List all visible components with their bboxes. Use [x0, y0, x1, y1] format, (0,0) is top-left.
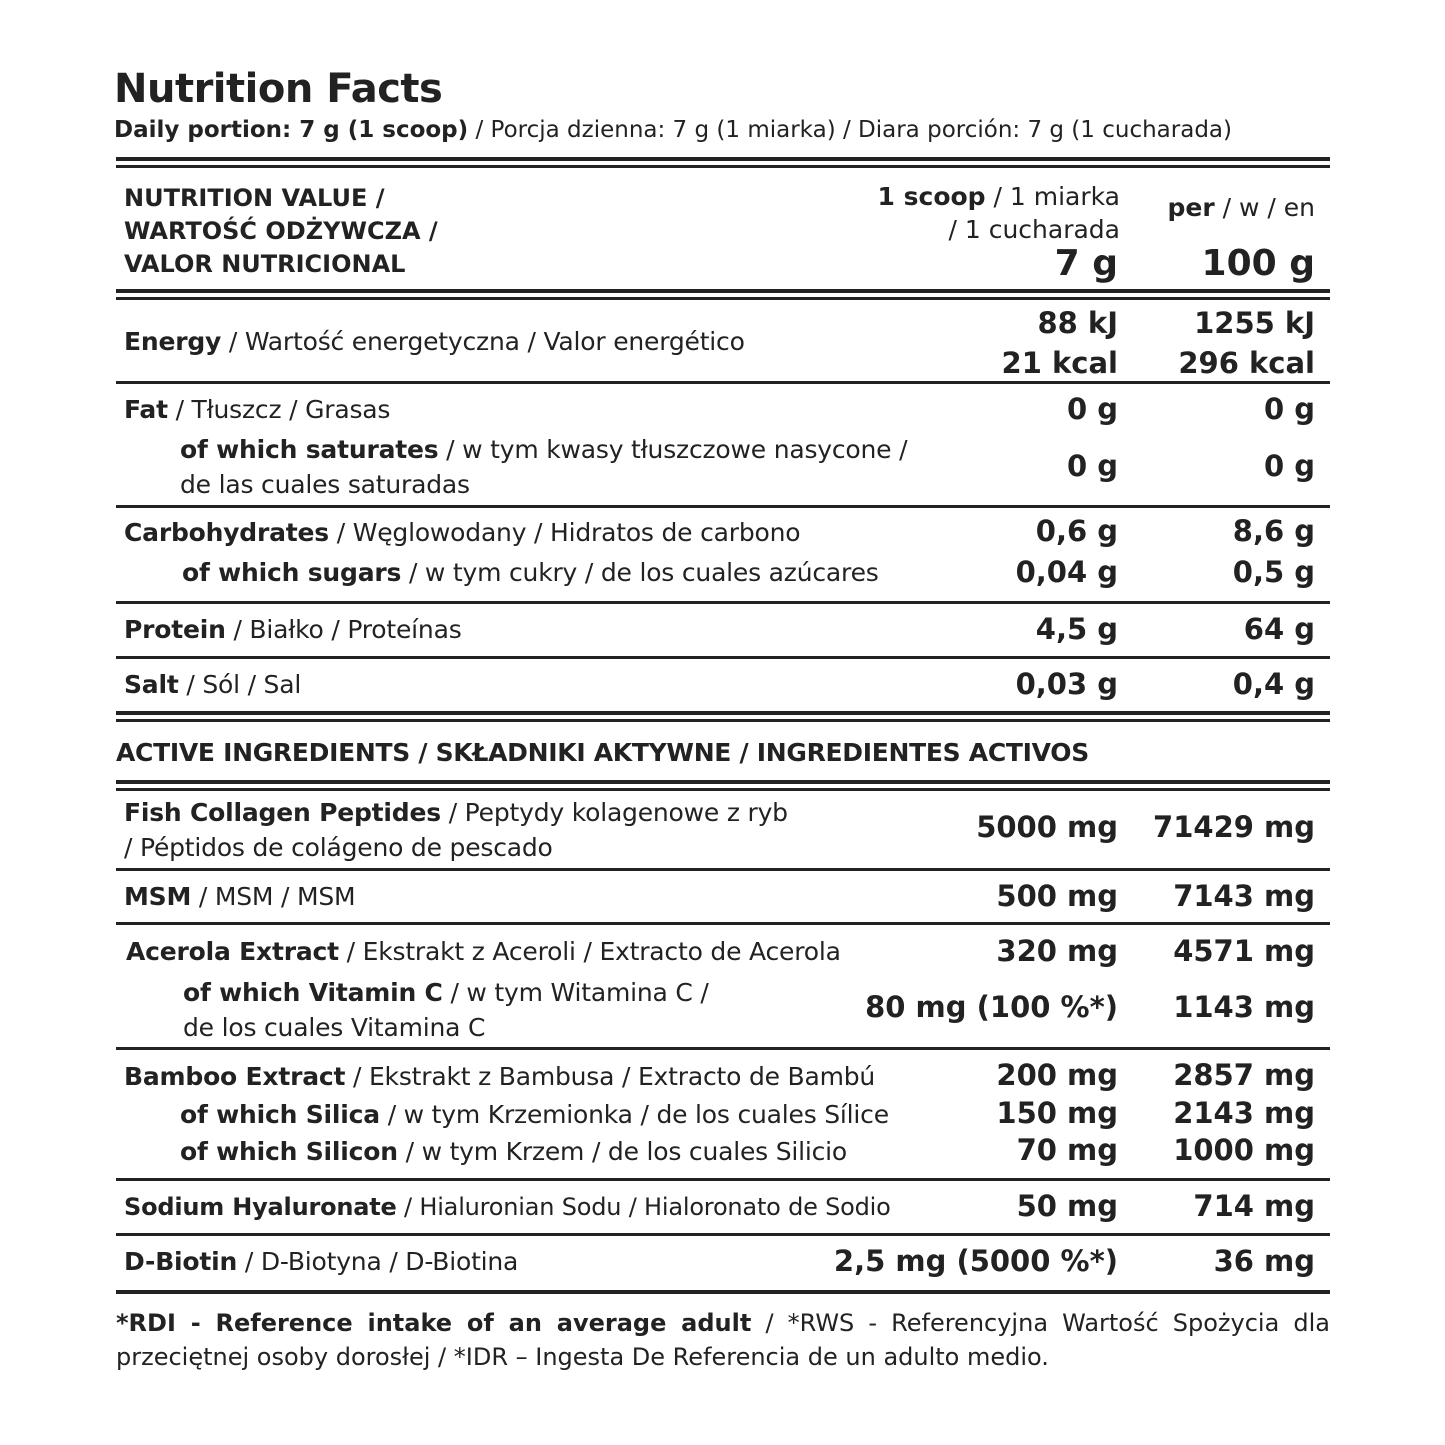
page-title: Nutrition Facts — [114, 66, 443, 112]
row-label-rest: / w tym Witamina C / — [442, 978, 709, 1007]
column-header-serving — [878, 180, 1120, 246]
row-label-bold: Sodium Hyaluronate — [124, 1193, 397, 1221]
row-saturates-label — [180, 432, 907, 502]
row-label-rest: / w tym kwasy tłuszczowe nasycone / — [438, 435, 908, 464]
per-amount: 100 g — [1201, 243, 1315, 284]
carbs-serving: 0,6 g — [1035, 514, 1118, 548]
row-label-bold: of which Vitamin C — [183, 978, 443, 1007]
vitamin-c-100g: 1143 mg — [1173, 990, 1315, 1024]
row-label-bold: of which saturates — [180, 435, 439, 464]
salt-serving: 0,03 g — [1015, 667, 1118, 701]
daily-portion-bold: Daily portion: 7 g (1 scoop) — [114, 117, 469, 143]
divider — [116, 788, 1330, 791]
fat-serving: 0 g — [1066, 392, 1118, 426]
bamboo-100g: 2857 mg — [1173, 1058, 1315, 1092]
row-label-line2: / Péptidos de colágeno de pescado — [124, 833, 553, 862]
row-silicon-label — [180, 1137, 847, 1166]
silicon-100g: 1000 mg — [1173, 1133, 1315, 1167]
row-label-rest: / Peptydy kolagenowe z ryb — [440, 798, 788, 827]
salt-100g: 0,4 g — [1232, 667, 1315, 701]
saturates-serving: 0 g — [1066, 449, 1118, 483]
row-label-rest: / D-Biotyna / D-Biotina — [237, 1247, 519, 1276]
divider — [116, 1233, 1330, 1236]
bamboo-serving: 200 mg — [996, 1058, 1118, 1092]
sugars-serving: 0,04 g — [1015, 555, 1118, 589]
row-label-bold: MSM — [124, 882, 192, 911]
hyaluronate-100g: 714 mg — [1193, 1189, 1315, 1223]
fat-100g: 0 g — [1263, 392, 1315, 426]
row-label-bold: Salt — [124, 670, 179, 699]
divider — [116, 780, 1330, 784]
row-label-rest: / Ekstrakt z Bambusa / Extracto de Bambú — [345, 1062, 876, 1091]
row-acerola-label — [126, 937, 841, 966]
collagen-serving: 5000 mg — [976, 810, 1118, 844]
per-label-bold: per — [1167, 193, 1215, 222]
row-label-line2: de los cuales Vitamina C — [183, 1013, 486, 1042]
footnote — [116, 1306, 1330, 1374]
footnote-rest: / *RWS - Referencyjna Wartość Spożycia dla przeciętnej osoby dorosłej / *IDR – Ingesta De Referencia de un adulto medio. — [116, 1309, 1331, 1371]
divider — [116, 1178, 1330, 1181]
row-vitamin-c-label — [183, 975, 709, 1045]
row-label-rest: / w tym Krzem / de los cuales Silicio — [397, 1137, 848, 1166]
row-label-bold: Fat — [124, 395, 168, 424]
divider — [116, 711, 1330, 715]
row-energy-label — [124, 327, 745, 356]
row-protein-label — [124, 615, 462, 644]
per-label-rest: / w / en — [1214, 193, 1315, 222]
daily-portion — [114, 117, 1232, 143]
row-label-rest: / Tłuszcz / Grasas — [167, 395, 391, 424]
row-label-rest: / Wartość energetyczna / Valor energético — [221, 327, 745, 356]
msm-serving: 500 mg — [996, 879, 1118, 913]
row-silica-label — [180, 1100, 889, 1129]
energy-kj-100g: 1255 kJ — [1194, 306, 1315, 340]
divider — [116, 165, 1330, 168]
biotin-100g: 36 mg — [1213, 1244, 1315, 1278]
row-label-line2: de las cuales saturadas — [180, 470, 470, 499]
divider — [116, 922, 1330, 925]
collagen-100g: 71429 mg — [1153, 810, 1315, 844]
row-sugars-label — [182, 558, 879, 587]
acerola-serving: 320 mg — [996, 934, 1118, 968]
row-bamboo-label — [124, 1062, 875, 1091]
msm-100g: 7143 mg — [1173, 879, 1315, 913]
row-label-bold: Carbohydrates — [124, 518, 329, 547]
silica-serving: 150 mg — [996, 1096, 1118, 1130]
hyaluronate-serving: 50 mg — [1016, 1189, 1118, 1223]
divider — [116, 505, 1330, 508]
row-carbs-label — [124, 518, 800, 547]
row-label-bold: of which sugars — [182, 558, 402, 587]
row-label-rest: / Białko / Proteínas — [225, 615, 462, 644]
column-header-per — [1168, 193, 1316, 222]
energy-kj-serving: 88 kJ — [1037, 306, 1118, 340]
serving-label-line2: / 1 cucharada — [948, 215, 1120, 244]
header-line: WARTOŚĆ ODŻYWCZA / — [124, 217, 438, 245]
divider — [116, 157, 1330, 161]
divider — [116, 289, 1330, 293]
carbs-100g: 8,6 g — [1232, 514, 1315, 548]
row-label-bold: Acerola Extract — [126, 937, 339, 966]
energy-kcal-100g: 296 kcal — [1178, 346, 1315, 380]
row-collagen-label — [124, 795, 788, 865]
row-label-rest: / Węglowodany / Hidratos de carbono — [329, 518, 801, 547]
row-label-bold: D-Biotin — [124, 1247, 238, 1276]
saturates-100g: 0 g — [1263, 449, 1315, 483]
row-label-bold: of which Silicon — [180, 1137, 398, 1166]
footnote-bold: *RDI - Reference intake of an average adult — [116, 1309, 752, 1337]
row-label-rest: / Hialuronian Sodu / Hialoronato de Sodio — [396, 1193, 891, 1221]
divider — [116, 1290, 1330, 1294]
protein-100g: 64 g — [1243, 612, 1315, 646]
row-label-bold: of which Silica — [180, 1100, 380, 1129]
energy-kcal-serving: 21 kcal — [1001, 346, 1118, 380]
row-hyaluronate-label — [124, 1193, 891, 1221]
table-header-label — [124, 182, 438, 281]
serving-label-bold: 1 scoop — [877, 182, 986, 211]
serving-label-rest: / 1 miarka — [985, 182, 1120, 211]
silicon-serving: 70 mg — [1016, 1133, 1118, 1167]
header-line: VALOR NUTRICIONAL — [124, 250, 406, 278]
divider — [116, 381, 1330, 384]
acerola-100g: 4571 mg — [1173, 934, 1315, 968]
protein-serving: 4,5 g — [1035, 612, 1118, 646]
sugars-100g: 0,5 g — [1232, 555, 1315, 589]
row-label-bold: Energy — [124, 327, 222, 356]
divider — [116, 868, 1330, 871]
row-label-bold: Fish Collagen Peptides — [124, 798, 441, 827]
biotin-serving: 2,5 mg (5000 %*) — [833, 1244, 1118, 1278]
row-label-rest: / w tym cukry / de los cuales azúcares — [401, 558, 879, 587]
row-salt-label — [124, 670, 301, 699]
active-ingredients-heading: ACTIVE INGREDIENTS / SKŁADNIKI AKTYWNE / INGREDIENTES ACTIVOS — [116, 738, 1089, 767]
header-line: NUTRITION VALUE / — [124, 184, 385, 212]
row-fat-label — [124, 395, 390, 424]
row-label-rest: / Sól / Sal — [178, 670, 302, 699]
daily-portion-rest: / Porcja dzienna: 7 g (1 miarka) / Diara porción: 7 g (1 cucharada) — [468, 117, 1232, 143]
row-label-rest: / MSM / MSM — [191, 882, 356, 911]
silica-100g: 2143 mg — [1173, 1096, 1315, 1130]
row-biotin-label — [124, 1247, 518, 1276]
row-label-rest: / Ekstrakt z Aceroli / Extracto de Acerola — [338, 937, 841, 966]
row-label-bold: Protein — [124, 615, 226, 644]
serving-amount: 7 g — [1054, 243, 1118, 284]
divider — [116, 1047, 1330, 1050]
row-label-bold: Bamboo Extract — [124, 1062, 346, 1091]
vitamin-c-serving: 80 mg (100 %*) — [865, 990, 1118, 1024]
row-msm-label — [124, 882, 355, 911]
row-label-rest: / w tym Krzemionka / de los cuales Sílice — [379, 1100, 889, 1129]
divider — [116, 297, 1330, 300]
divider — [116, 601, 1330, 604]
divider — [116, 656, 1330, 659]
divider — [116, 719, 1330, 722]
